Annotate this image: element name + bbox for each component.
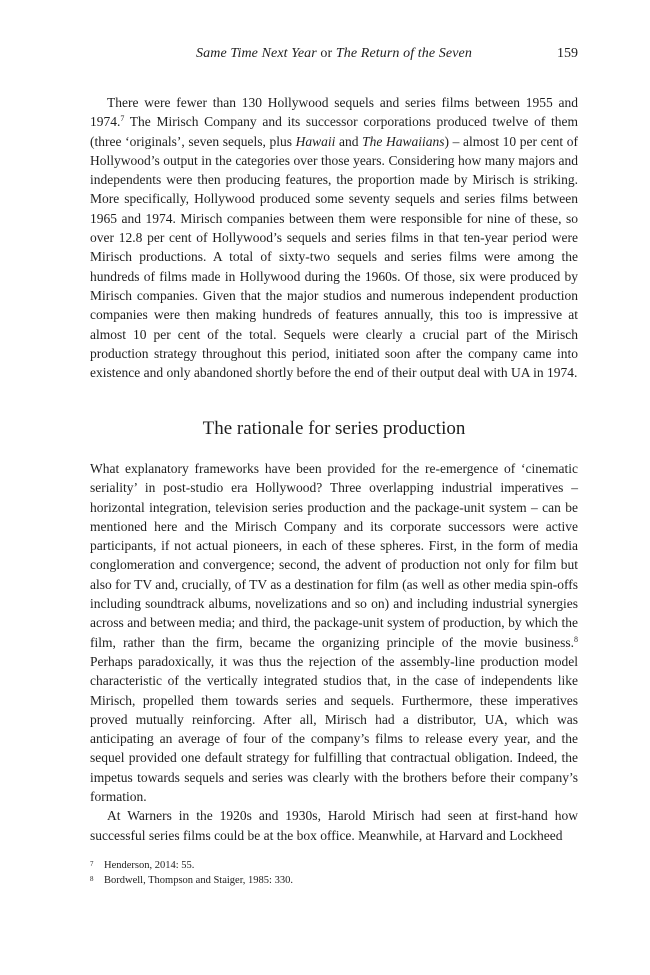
paragraph	[90, 93, 578, 382]
paragraph-text: and	[335, 133, 363, 149]
footnote-number: 8	[90, 875, 94, 883]
page-number: 159	[557, 46, 578, 61]
footnote-number: 7	[90, 860, 94, 868]
running-title-joiner: or	[316, 46, 336, 61]
paragraph	[90, 459, 578, 806]
footnotes	[90, 858, 578, 888]
paragraph-text: There were fewer than 130 Hollywood sequels and series films between 1955 and 1974.	[90, 95, 578, 130]
footnote	[90, 858, 578, 873]
paragraph-text: Perhaps paradoxically, it was thus the rejection of the assembly-line production model characteristic of the vertically integrated studios that, in the case of independents like Mirisch, propelled them towards series and sequels. Furthermore, these imperatives proved mutually reinforcing. After all, Mirisch had a distributor, UA, which was anticipating an average of four of the company’s films to release every year, and the sequel provided one default strategy for fulfilling that contractual obligation. Indeed, the impetus towards sequels and series was clearly with the brothers before their company’s formation.	[90, 653, 578, 805]
footnote	[90, 873, 578, 888]
paragraph-text: ) – almost 10 per cent of Hollywood’s output in the categories over those years. Considering how many majors and independents were then producing features, the proportion made by Mirisch is striking. More specifically, Hollywood produced some seventy sequels and series films between 1965 and 1974. Mirisch companies between them were responsible for nine of these, so over 12.8 per cent of Hollywood’s sequels and series films in that ten-year period were Mirisch productions. A total of sixty-two sequels and series films were among the hundreds of films made in Hollywood during the 1960s. Of those, six were produced by Mirisch companies. Given that the major studios and numerous independent production companies were then making hundreds of features annually, this too is impressive at almost 10 per cent of the total. Sequels were clearly a crucial part of the Mirisch production strategy throughout this period, initiated soon after the company came into existence and only abandoned shortly before the end of their output deal with UA in 1974.	[90, 133, 578, 381]
body-text-section-2	[90, 459, 578, 845]
paragraph-text: The Mirisch Company and its successor corporations produced twelve of them (three ‘originals’, seven sequels, plus	[90, 114, 578, 149]
film-title: Hawaii	[295, 133, 336, 149]
film-title: The Hawaiians	[362, 133, 445, 149]
paragraph-text: What explanatory frameworks have been provided for the re-emergence of ‘cinematic seriality’ in post-studio era Hollywood? Three overlapping industrial imperatives – horizontal integration, television series production and the package-unit system – can be mentioned here and the Mirisch Company and its corporate successors were active participants, if not actual pioneers, in each of these spheres. First, in the form of media conglomeration and convergence; second, the advent of production not only for film but also for TV and, crucially, of TV as a destination for film (as well as other media spin-offs including soundtrack albums, novelizations and so on) and including industrial synergies across and between media; and third, the package-unit system of production, by which the film, rather than the firm, became the organizing principle of the movie business.	[90, 461, 578, 650]
footnote-text: Bordwell, Thompson and Staiger, 1985: 330.	[104, 875, 293, 886]
running-title	[90, 46, 578, 62]
paragraph	[90, 806, 578, 845]
footnote-ref: 8	[574, 634, 578, 644]
footnote-text: Henderson, 2014: 55.	[104, 860, 195, 871]
section-heading: The rationale for series production	[202, 418, 466, 439]
running-title-part2: The Return of the Seven	[335, 46, 472, 61]
footnote-ref: 7	[120, 114, 125, 124]
running-head	[90, 44, 578, 66]
paragraph-text: At Warners in the 1920s and 1930s, Harold Mirisch had seen at first-hand how successful series films could be at the box office. Meanwhile, at Harvard and Lockheed	[90, 808, 578, 843]
body-text-section-1	[90, 93, 578, 382]
running-title-part1: Same Time Next Year	[196, 46, 317, 61]
